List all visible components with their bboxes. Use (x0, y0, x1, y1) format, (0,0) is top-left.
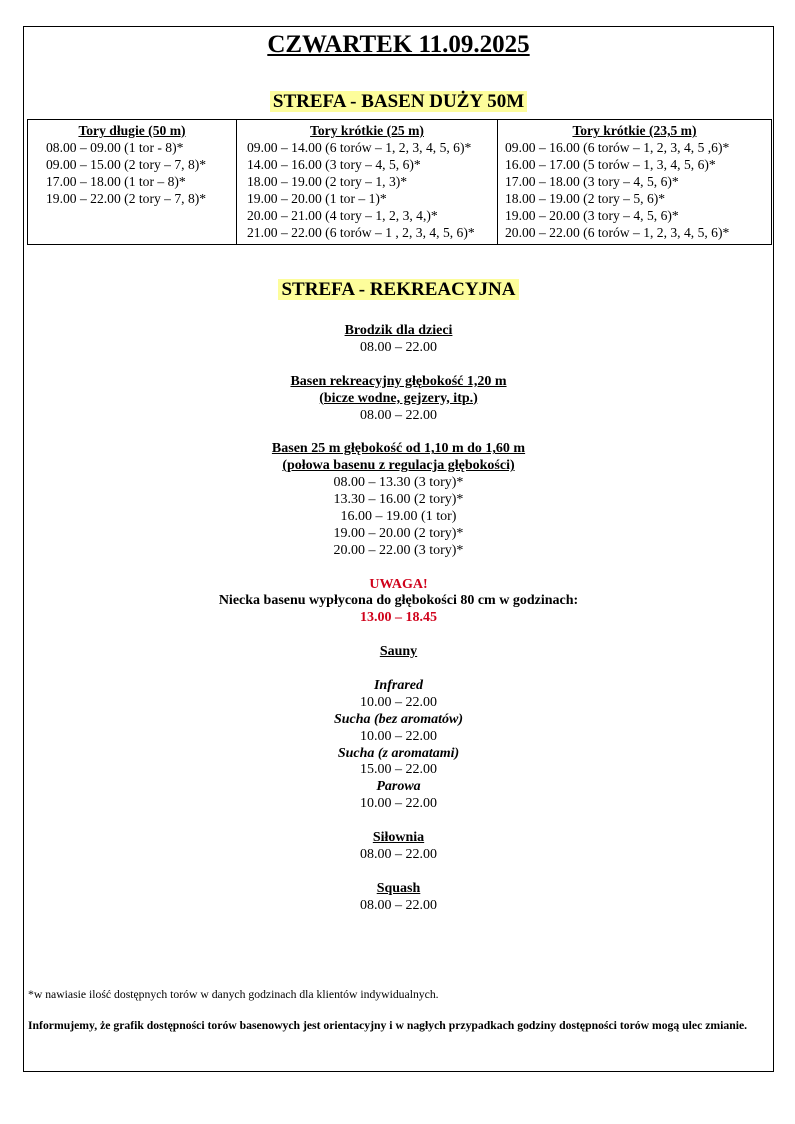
lane-row: 18.00 – 19.00 (2 tory – 1, 3)* (247, 174, 408, 189)
recreation-pool-hours: 08.00 – 22.00 (360, 407, 437, 423)
sauna-hours: 10.00 – 22.00 (360, 796, 437, 812)
lane-row: 19.00 – 20.00 (3 tory – 4, 5, 6)* (505, 208, 679, 223)
lane-row: 16.00 – 17.00 (5 torów – 1, 3, 4, 5, 6)* (505, 157, 716, 172)
sauna-name: Sucha (bez aromatów) (333, 711, 464, 727)
big-pool-heading: STREFA - BASEN DUŻY 50M (24, 91, 773, 113)
lane-row: 09.00 – 15.00 (2 tory – 7, 8)* (46, 157, 207, 172)
brodzik-title: Brodzik dla dzieci (344, 323, 453, 338)
lane-row: 21.00 – 22.00 (6 torów – 1 , 2, 3, 4, 5, 6)* (247, 225, 475, 240)
squash-title: Squash (376, 880, 421, 896)
lane-row: 17.00 – 18.00 (1 tor – 8)* (46, 174, 186, 189)
footnote: *w nawiasie ilość dostępnych torów w danych godzinach dla klientów indywidualnych. (28, 988, 439, 1001)
brodzik-hours: 08.00 – 22.00 (360, 339, 437, 355)
recreation-section (24, 323, 773, 915)
lane-row: 17.00 – 18.00 (3 tory – 4, 5, 6)* (505, 174, 679, 189)
lane-row: 19.00 – 22.00 (2 tory – 7, 8)* (46, 191, 207, 206)
column-header: Tory krótkie (23,5 m) (572, 123, 697, 138)
column-header: Tory krótkie (25 m) (310, 123, 424, 138)
lanes-column-short-23-5 (498, 120, 772, 245)
sauna-name: Parowa (376, 779, 421, 795)
lane-row: 18.00 – 19.00 (2 tory – 5, 6)* (505, 191, 666, 206)
notice-hours: 13.00 – 18.45 (360, 610, 437, 626)
pool25-subtitle: (połowa basenu z regulacja głębokości) (282, 458, 515, 474)
big-pool-lanes-table (27, 119, 772, 245)
gym-hours: 08.00 – 22.00 (360, 847, 437, 862)
notice-text: Niecka basenu wypłycona do głębokości 80 cm w godzinach: (218, 593, 579, 609)
gym-title: Siłownia (372, 830, 425, 846)
saunas-title: Sauny (379, 644, 418, 660)
recreation-pool-subtitle: (bicze wodne, gejzery, itp.) (319, 390, 478, 406)
recreation-pool-title: Basen rekreacyjny głębokość 1,20 m (290, 373, 507, 389)
squash-hours: 08.00 – 22.00 (360, 897, 437, 913)
sauna-hours: 15.00 – 22.00 (360, 762, 437, 778)
recreation-heading: STREFA - REKREACYJNA (24, 279, 773, 301)
pool25-row: 13.30 – 16.00 (2 tory)* (333, 492, 464, 508)
schedule-frame (23, 26, 774, 1072)
lanes-column-long (28, 120, 237, 245)
sauna-name: Infrared (373, 677, 423, 693)
notice-label: UWAGA! (369, 576, 428, 592)
column-header: Tory długie (50 m) (78, 123, 186, 138)
lanes-column-short-25 (237, 120, 498, 245)
info-note: Informujemy, że grafik dostępności torów basenowych jest orientacyjny i w nagłych przypadkach godziny dostępności torów mogą ulec zmianie. (28, 1019, 748, 1032)
pool25-row: 16.00 – 19.00 (1 tor) (340, 508, 457, 524)
lane-row: 08.00 – 09.00 (1 tor - 8)* (46, 140, 184, 155)
lane-row: 09.00 – 14.00 (6 torów – 1, 2, 3, 4, 5, 6)* (247, 140, 472, 155)
lane-row: 19.00 – 20.00 (1 tor – 1)* (247, 191, 387, 206)
pool25-title: Basen 25 m głębokość od 1,10 m do 1,60 m (271, 441, 526, 457)
sauna-name: Sucha (z aromatami) (337, 745, 460, 761)
page-title: CZWARTEK 11.09.2025 (267, 31, 530, 58)
sauna-hours: 10.00 – 22.00 (360, 694, 437, 710)
lane-row: 20.00 – 21.00 (4 tory – 1, 2, 3, 4,)* (247, 208, 438, 223)
lane-row: 09.00 – 16.00 (6 torów – 1, 2, 3, 4, 5 ,6)* (505, 140, 730, 155)
pool25-row: 19.00 – 20.00 (2 tory)* (333, 525, 464, 541)
pool25-row: 08.00 – 13.30 (3 tory)* (333, 475, 464, 491)
lane-row: 20.00 – 22.00 (6 torów – 1, 2, 3, 4, 5, 6)* (505, 225, 730, 240)
sauna-hours: 10.00 – 22.00 (360, 728, 437, 744)
lane-row: 14.00 – 16.00 (3 tory – 4, 5, 6)* (247, 157, 421, 172)
pool25-row: 20.00 – 22.00 (3 tory)* (333, 542, 464, 558)
